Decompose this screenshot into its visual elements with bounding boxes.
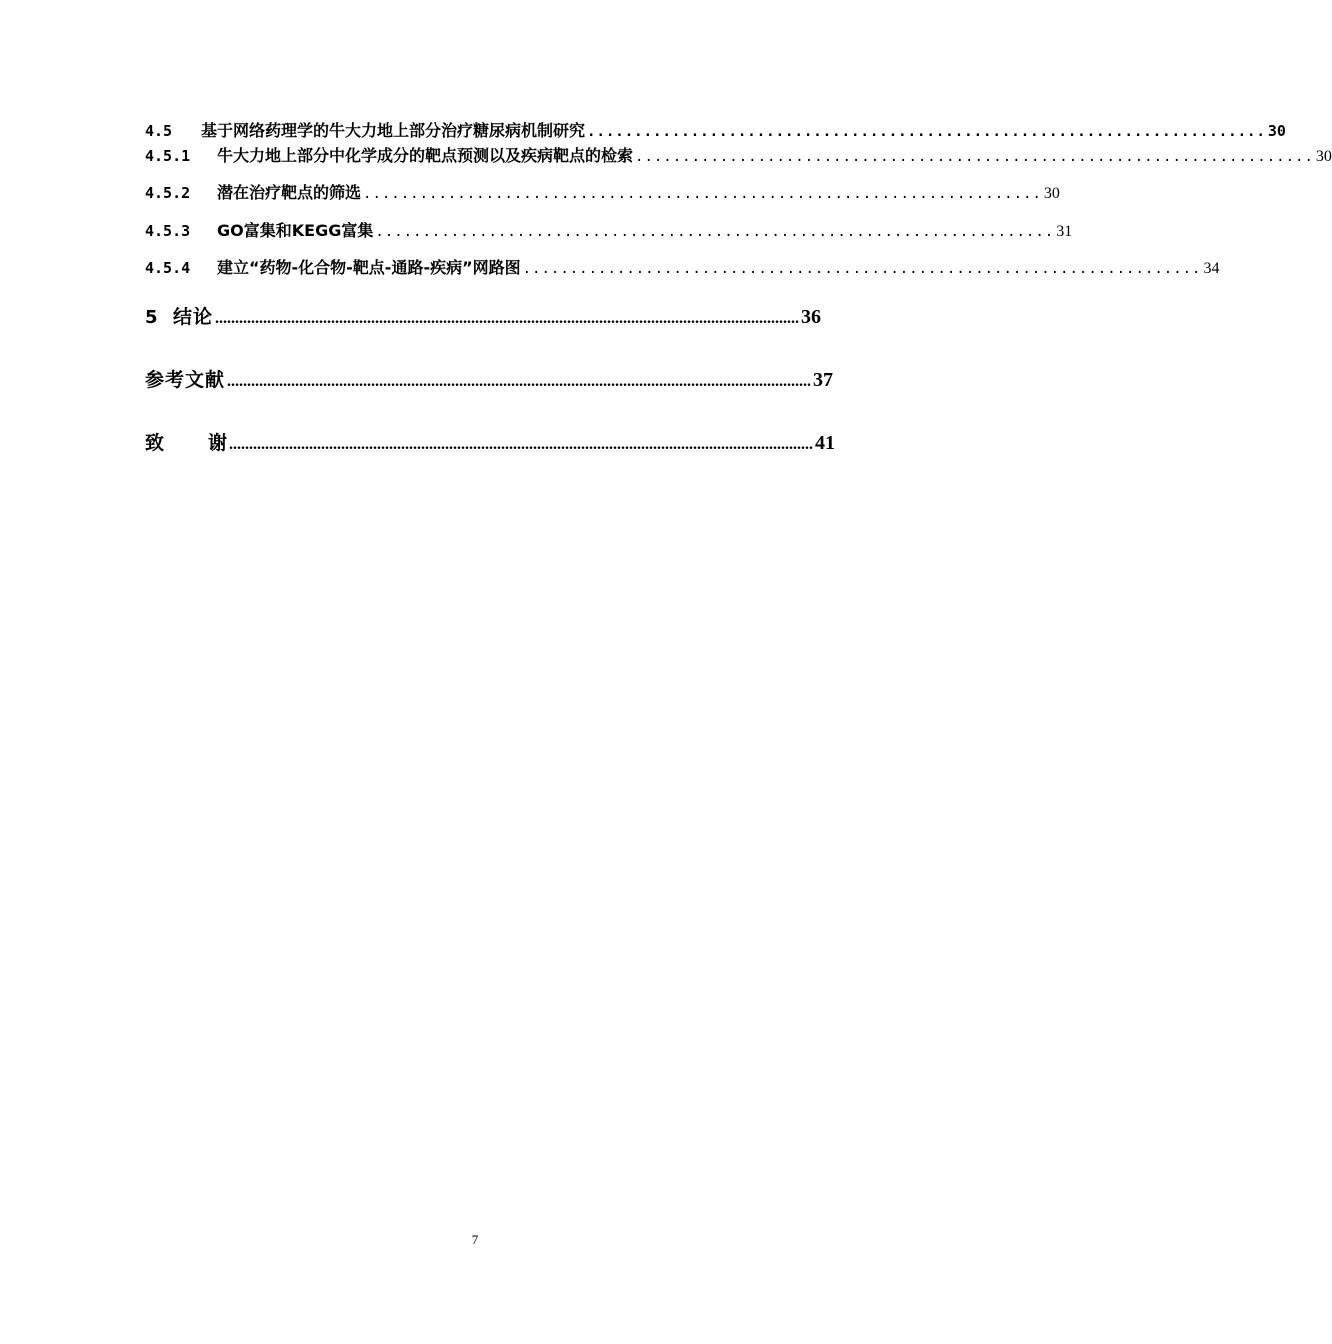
toc-entry[interactable] bbox=[145, 118, 1286, 140]
toc-chapter-title: 结论 bbox=[173, 306, 214, 328]
toc-entry-number: 4.5.2 bbox=[145, 184, 191, 202]
toc-chapter-page: 41 bbox=[815, 432, 836, 454]
toc-entry[interactable] bbox=[145, 143, 1332, 165]
toc-entry-number: 4.5.4 bbox=[145, 259, 191, 277]
toc-chapter-title-part: 谢 bbox=[208, 432, 228, 454]
toc-entry[interactable] bbox=[145, 218, 1073, 240]
toc-leader-dots: ........................................................................ bbox=[375, 224, 1055, 240]
toc-entry-page: 30 bbox=[1267, 122, 1286, 140]
toc-leader-dots: .................................................................................................................................................. bbox=[227, 373, 812, 390]
toc-entry-page: 30 bbox=[1043, 185, 1060, 202]
toc-chapter-number: 5 bbox=[145, 307, 158, 328]
toc-chapter[interactable] bbox=[145, 365, 834, 391]
toc-chapter-page: 37 bbox=[813, 369, 834, 391]
page-number-footer: 7 bbox=[471, 1232, 479, 1247]
toc-chapter[interactable] bbox=[145, 302, 822, 328]
toc-entry-page: 34 bbox=[1203, 260, 1220, 277]
toc-chapter-page: 36 bbox=[801, 306, 822, 328]
toc-entry-number: 4.5 bbox=[145, 122, 173, 140]
toc-entry-title: 牛大力地上部分中化学成分的靶点预测以及疾病靶点的检索 bbox=[217, 146, 634, 165]
toc-entry-page: 31 bbox=[1056, 223, 1073, 240]
toc-entry[interactable] bbox=[145, 180, 1060, 202]
toc-chapter-title-part: 致 bbox=[145, 432, 165, 454]
toc-entry-number: 4.5.3 bbox=[145, 222, 191, 240]
toc-entry-title: 建立“药物-化合物-靶点-通路-疾病”网路图 bbox=[217, 258, 521, 277]
toc-entry-title: GO富集和KEGG富集 bbox=[217, 221, 374, 240]
toc-leader-dots: ........................................................................ bbox=[363, 186, 1042, 202]
toc-entry-title: 潜在治疗靶点的筛选 bbox=[217, 183, 362, 202]
toc-leader-dots: ........................................................................ bbox=[587, 124, 1266, 140]
toc-leader-dots: .................................................................................................................................................. bbox=[215, 310, 800, 327]
toc-entry[interactable] bbox=[145, 255, 1220, 277]
toc-leader-dots: ........................................................................ bbox=[522, 261, 1202, 277]
toc-leader-dots: .................................................................................................................................................. bbox=[229, 436, 814, 453]
toc-chapter-title: 参考文献 bbox=[145, 369, 226, 391]
toc-entry-page: 30 bbox=[1315, 148, 1332, 165]
toc-chapter[interactable] bbox=[145, 428, 836, 454]
toc-entry-title: 基于网络药理学的牛大力地上部分治疗糖尿病机制研究 bbox=[201, 121, 586, 140]
toc-leader-dots: ........................................................................ bbox=[635, 149, 1314, 165]
toc-chapter-title bbox=[145, 428, 227, 455]
toc-entry-number: 4.5.1 bbox=[145, 147, 191, 165]
